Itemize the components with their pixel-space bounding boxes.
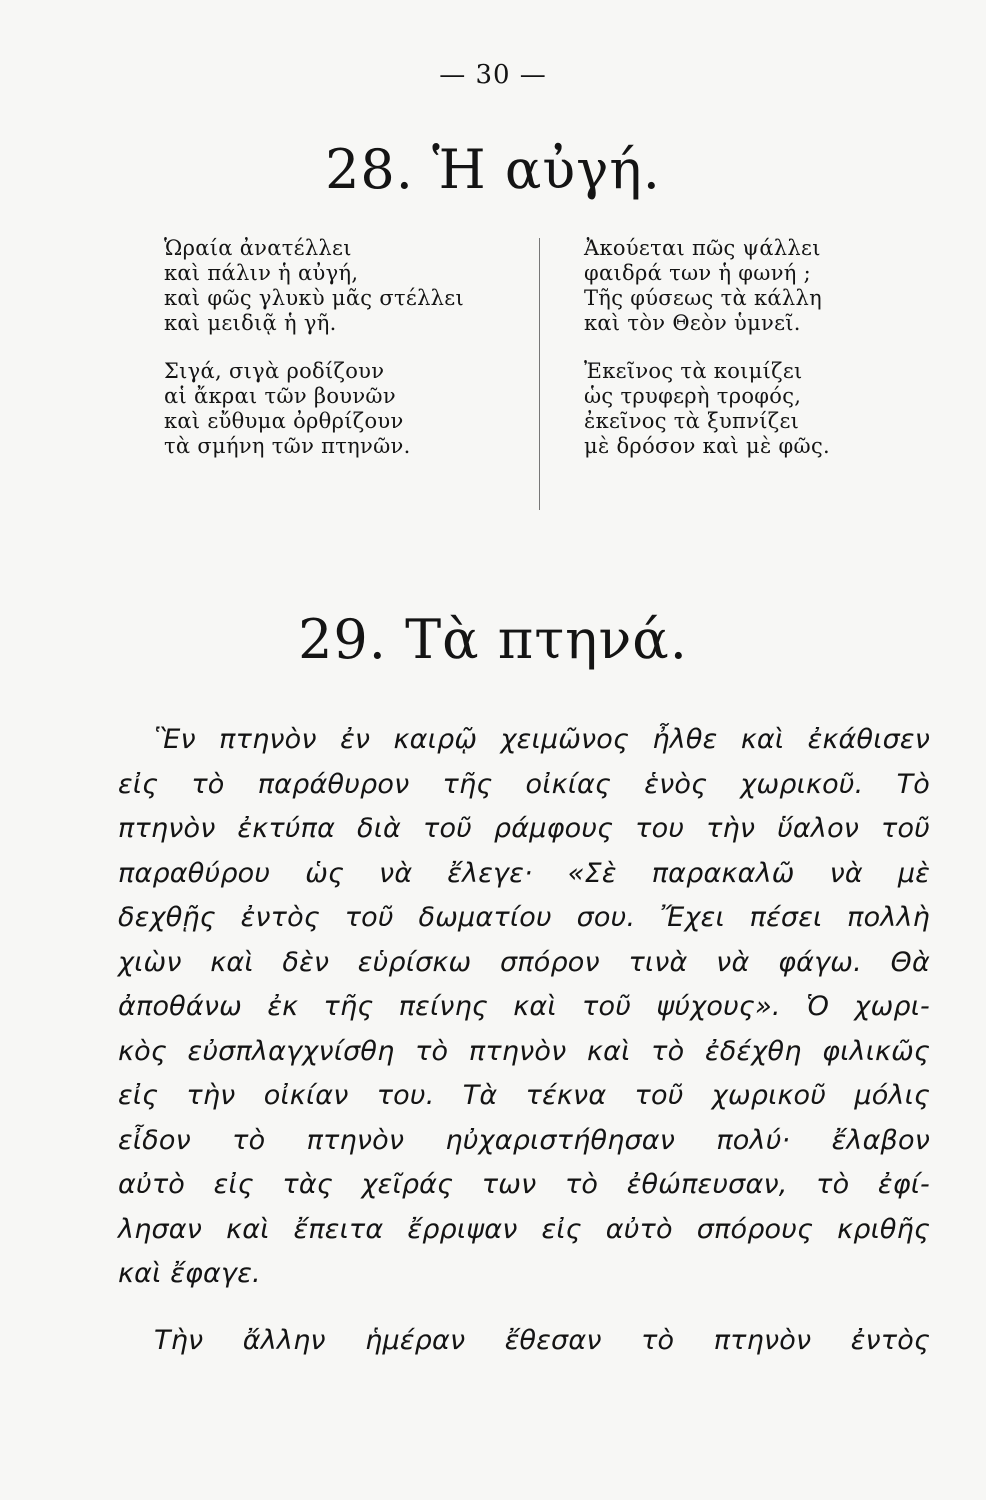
- prose-line: αὐτὸ εἰς τὰς χεῖράς των τὸ ἐθώπευσαν, τὸ ἐφί-: [118, 1169, 930, 1200]
- poem-line: καὶ μειδιᾷ ἡ γῆ.: [164, 311, 337, 335]
- prose-line: πτηνὸν ἐκτύπα διὰ τοῦ ράμφους του τὴν ὕαλον τοῦ: [118, 813, 930, 844]
- prose-line: ἀποθάνω ἐκ τῆς πείνης καὶ τοῦ ψύχους». Ὁ χωρι-: [118, 991, 930, 1022]
- prose-line: καὶ ἔφαγε.: [118, 1258, 261, 1289]
- paragraph-gap: [118, 1297, 930, 1319]
- prose-line: χιὼν καὶ δὲν εὑρίσκω σπόρον τινὰ νὰ φάγω. Θὰ: [118, 946, 930, 978]
- section-29-title: 29. Τὰ πτηνά.: [298, 608, 688, 671]
- prose-line: κὸς εὐσπλαγχνίσθη τὸ πτηνὸν καὶ τὸ ἐδέχθη φιλικῶς: [118, 1035, 930, 1067]
- poem-line: ἐκεῖνος τὰ ξυπνίζει: [584, 409, 800, 433]
- poem-stanza: [164, 236, 464, 336]
- prose-line: Ἓν πτηνὸν ἐν καιρῷ χειμῶνος ἦλθε καὶ ἐκάθισεν: [154, 724, 930, 755]
- poem-stanza: [164, 359, 464, 459]
- poem-stanza: [584, 359, 830, 459]
- poem-line: Ἐκεῖνος τὰ κοιμίζει: [584, 359, 803, 383]
- poem-line: μὲ δρόσον καὶ μὲ φῶς.: [584, 434, 831, 458]
- poem-line: Ἀκούεται πῶς ψάλλει: [584, 236, 821, 260]
- prose-line: παραθύρου ὡς νὰ ἔλεγε· «Σὲ παρακαλῶ νὰ μὲ: [118, 857, 930, 889]
- column-divider: [539, 238, 540, 510]
- poem-line: καὶ φῶς γλυκὺ μᾶς στέλλει: [164, 286, 465, 310]
- prose-line: εἰς τὸ παράθυρον τῆς οἰκίας ἑνὸς χωρικοῦ. Τὸ: [118, 768, 930, 800]
- poem-line: καὶ τὸν Θεὸν ὑμνεῖ.: [584, 311, 801, 335]
- poem-line: Ὡραία ἀνατέλλει: [164, 236, 352, 260]
- prose-line: δεχθῇς ἐντὸς τοῦ δωματίου σου. Ἔχει πέσει πολλὴ: [118, 902, 930, 933]
- poem-line: καὶ εὔθυμα ὀρθρίζουν: [164, 409, 404, 433]
- poem-line: φαιδρά των ἡ φωνή ;: [584, 261, 812, 285]
- prose-line: εἶδον τὸ πτηνὸν ηὐχαριστήθησαν πολύ· ἔλαβον: [118, 1124, 930, 1156]
- page-number: — 30 —: [439, 60, 547, 90]
- poem-line: τὰ σμήνη τῶν πτηνῶν.: [164, 434, 411, 458]
- poem-line: καὶ πάλιν ἡ αὐγή,: [164, 261, 359, 285]
- poem-line: Σιγά, σιγὰ ροδίζουν: [164, 359, 385, 383]
- prose-line: λησαν καὶ ἔπειτα ἔρριψαν εἰς αὐτὸ σπόρους κριθῆς: [118, 1213, 930, 1245]
- prose-line: εἰς τὴν οἰκίαν του. Τὰ τέκνα τοῦ χωρικοῦ μόλις: [118, 1080, 930, 1111]
- poem-right-column: [584, 236, 830, 482]
- poem-line: ὡς τρυφερὴ τροφός,: [584, 384, 802, 408]
- prose-line: Τὴν ἄλλην ἡμέραν ἔθεσαν τὸ πτηνὸν ἐντὸς: [154, 1324, 930, 1356]
- poem-left-column: [164, 236, 464, 482]
- poem-stanza: [584, 236, 830, 336]
- section-29-prose: [118, 718, 930, 1363]
- poem-line: Τῆς φύσεως τὰ κάλλη: [584, 286, 822, 310]
- section-28-title: 28. Ἡ αὐγή.: [325, 138, 661, 201]
- poem-line: αἱ ἄκραι τῶν βουνῶν: [164, 384, 396, 408]
